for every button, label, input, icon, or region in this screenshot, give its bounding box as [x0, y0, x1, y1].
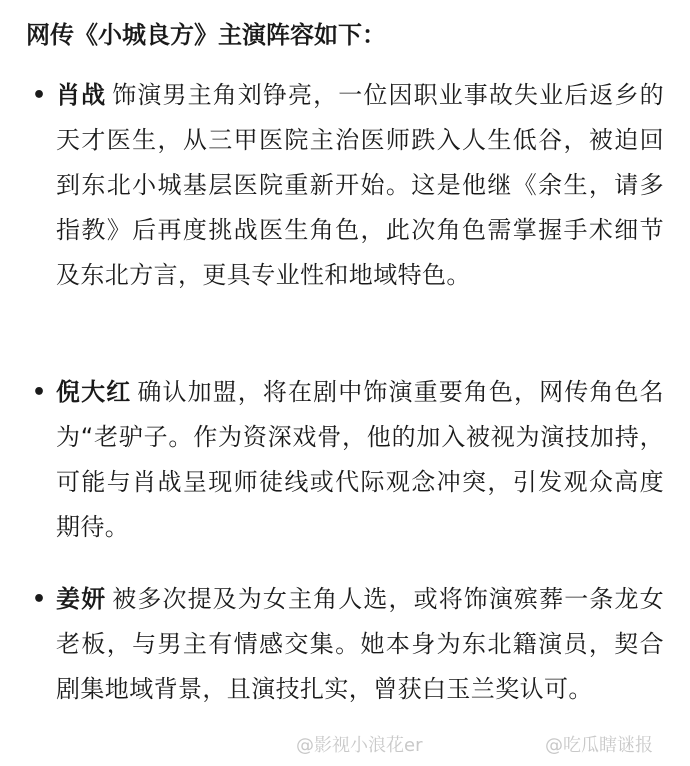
- cast-description: 饰演男主角刘铮亮，一位因职业事故失业后返乡的天才医生，从三甲医院主治医师跌入人生低谷，被迫回到东北小城基层医院重新开始。这是他继《余生，请多指教》后再度挑战医生角色，此次角色需掌握手术细节及东北方言，更具专业性和地域特色。: [56, 81, 664, 289]
- list-item-text: [56, 370, 664, 550]
- bullet-icon: •: [32, 83, 47, 108]
- bullet-icon: •: [32, 380, 47, 405]
- bullet-icon: •: [32, 587, 47, 612]
- cast-name: 倪大红: [56, 378, 132, 406]
- cast-name: 肖战: [56, 81, 107, 109]
- cast-description: 确认加盟，将在剧中饰演重要角色，网传角色名为“老驴子。作为资深戏骨，他的加入被视为演技加持，可能与肖战呈现师徒线或代际观念冲突，引发观众高度期待。: [56, 378, 664, 541]
- watermark-text: @吃瓜瞎谜报: [545, 735, 653, 756]
- post-heading: 网传《小城良方》主演阵容如下：: [26, 21, 386, 49]
- cast-name: 姜妍: [56, 585, 107, 613]
- list-item-text: [56, 577, 664, 712]
- list-item-text: [56, 73, 664, 298]
- cast-description: 被多次提及为女主角人选，或将饰演殡葬一条龙女老板，与男主有情感交集。她本身为东北籍演员，契合剧集地域背景，且演技扎实，曾获白玉兰奖认可。: [56, 585, 664, 703]
- watermark-text: @影视小浪花er: [296, 735, 423, 756]
